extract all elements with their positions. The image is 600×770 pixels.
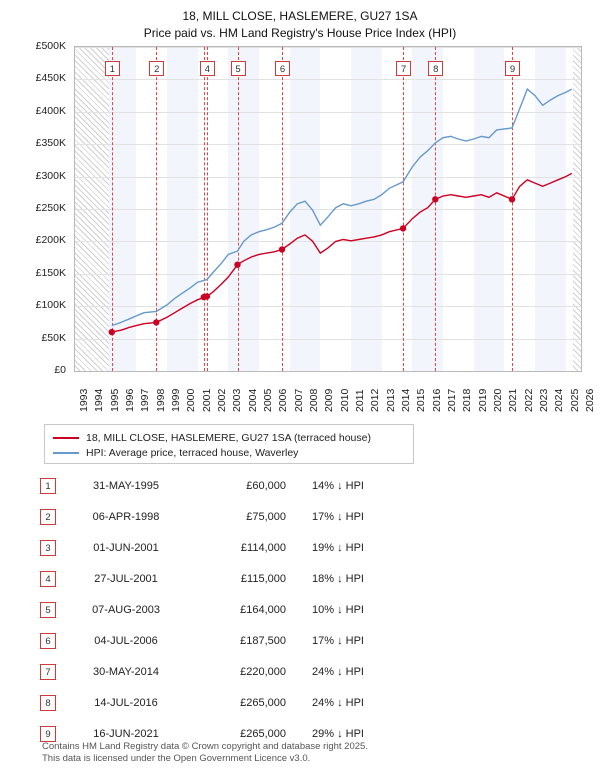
legend-item bbox=[53, 431, 405, 445]
x-tick-label: 2003 bbox=[231, 388, 244, 412]
legend-swatch-price bbox=[53, 437, 79, 439]
x-tick-label: 2024 bbox=[553, 388, 566, 412]
legend-swatch-hpi bbox=[53, 452, 79, 454]
row-marker-badge: 9 bbox=[40, 726, 56, 742]
x-tick-label: 2025 bbox=[568, 388, 581, 412]
x-axis-labels bbox=[74, 374, 596, 416]
row-price: £220,000 bbox=[240, 665, 286, 678]
x-tick-label: 1995 bbox=[108, 388, 121, 412]
x-tick-label: 2018 bbox=[461, 388, 474, 412]
x-tick-label: 2000 bbox=[185, 388, 198, 412]
row-hpi-diff: 24% ↓ HPI bbox=[312, 665, 364, 678]
row-marker-badge: 2 bbox=[40, 509, 56, 525]
x-tick-label: 2004 bbox=[246, 388, 259, 412]
footer-line-2: This data is licensed under the Open Government Licence v3.0. bbox=[42, 753, 311, 764]
event-marker-badge: 8 bbox=[428, 61, 443, 76]
y-tick-label: £150K bbox=[35, 266, 66, 279]
x-tick-label: 2001 bbox=[200, 388, 213, 412]
x-tick-label: 2009 bbox=[323, 388, 336, 412]
chart-legend bbox=[44, 424, 414, 464]
row-hpi-diff: 17% ↓ HPI bbox=[312, 510, 364, 523]
table-row bbox=[40, 532, 420, 563]
row-hpi-diff: 19% ↓ HPI bbox=[312, 541, 364, 554]
event-marker-badge: 1 bbox=[105, 61, 120, 76]
y-tick-label: £500K bbox=[35, 40, 66, 52]
event-marker-badge: 9 bbox=[505, 61, 520, 76]
x-tick-label: 2010 bbox=[338, 388, 351, 412]
y-tick-label: £250K bbox=[35, 202, 66, 214]
y-tick-label: £100K bbox=[35, 299, 66, 312]
row-marker-badge: 6 bbox=[40, 633, 56, 649]
x-tick-label: 2006 bbox=[277, 388, 290, 412]
row-price: £115,000 bbox=[240, 572, 286, 585]
y-tick-label: £0 bbox=[54, 364, 66, 376]
table-row bbox=[40, 563, 420, 594]
x-tick-label: 2021 bbox=[507, 388, 520, 412]
x-tick-label: 2008 bbox=[308, 388, 320, 412]
x-tick-label: 2023 bbox=[538, 388, 550, 412]
x-tick-label: 2005 bbox=[262, 388, 274, 412]
x-tick-label: 2020 bbox=[492, 388, 504, 412]
x-tick-label: 1998 bbox=[154, 388, 167, 412]
row-date: 14-JUL-2016 bbox=[94, 696, 158, 709]
x-tick-label: 2017 bbox=[446, 388, 458, 412]
row-hpi-diff: 10% ↓ HPI bbox=[312, 603, 364, 616]
row-marker-badge: 1 bbox=[40, 478, 56, 494]
y-tick-label: £450K bbox=[35, 72, 66, 85]
row-hpi-diff: 18% ↓ HPI bbox=[312, 572, 364, 585]
x-tick-label: 2011 bbox=[354, 389, 366, 412]
x-tick-label: 1994 bbox=[93, 388, 106, 412]
row-marker-badge: 4 bbox=[40, 571, 56, 587]
row-date: 30-MAY-2014 bbox=[92, 665, 160, 678]
footer-line-1: Contains HM Land Registry data © Crown copyright and database right 2025. bbox=[42, 741, 368, 752]
y-tick-label: £300K bbox=[35, 169, 66, 182]
x-tick-label: 1999 bbox=[170, 388, 182, 412]
row-date: 07-AUG-2003 bbox=[92, 603, 160, 616]
row-hpi-diff: 29% ↓ HPI bbox=[312, 727, 364, 740]
event-marker-badge: 5 bbox=[231, 61, 246, 76]
table-row bbox=[40, 501, 420, 532]
y-tick-label: £350K bbox=[35, 137, 66, 150]
legend-label-price: 18, MILL CLOSE, HASLEMERE, GU27 1SA (terraced house) bbox=[86, 432, 371, 444]
table-row bbox=[40, 470, 420, 501]
row-date: 27-JUL-2001 bbox=[94, 572, 158, 585]
table-row bbox=[40, 594, 420, 625]
row-hpi-diff: 14% ↓ HPI bbox=[312, 479, 364, 492]
row-price: £164,000 bbox=[240, 603, 286, 616]
row-price: £265,000 bbox=[240, 696, 286, 709]
y-tick-label: £400K bbox=[35, 104, 66, 117]
page-subtitle: Price paid vs. HM Land Registry's House Price Index (HPI) bbox=[143, 26, 457, 40]
chart-area bbox=[0, 40, 600, 416]
gridline bbox=[75, 371, 581, 372]
footer-notice bbox=[42, 741, 562, 765]
x-tick-label: 2022 bbox=[522, 388, 535, 412]
x-tick-label: 2002 bbox=[216, 388, 228, 412]
row-price: £60,000 bbox=[246, 479, 286, 492]
x-tick-label: 2015 bbox=[415, 388, 428, 412]
x-tick-label: 1997 bbox=[139, 388, 152, 412]
x-tick-label: 2013 bbox=[384, 388, 397, 412]
sales-table bbox=[40, 470, 420, 749]
event-marker-badge: 4 bbox=[200, 61, 215, 76]
event-marker-badge: 7 bbox=[396, 61, 411, 76]
x-tick-label: 2016 bbox=[430, 388, 443, 412]
y-tick-label: £200K bbox=[35, 234, 66, 247]
row-date: 06-APR-1998 bbox=[92, 510, 160, 523]
x-tick-label: 1993 bbox=[78, 388, 90, 412]
row-price: £187,500 bbox=[240, 634, 286, 647]
legend-label-hpi: HPI: Average price, terraced house, Waverley bbox=[86, 447, 299, 459]
table-row bbox=[40, 625, 420, 656]
legend-item bbox=[53, 446, 405, 460]
x-tick-label: 1996 bbox=[124, 388, 136, 412]
row-date: 04-JUL-2006 bbox=[94, 634, 158, 647]
row-price: £75,000 bbox=[246, 510, 286, 523]
row-price: £114,000 bbox=[240, 541, 286, 554]
x-tick-label: 2019 bbox=[476, 388, 489, 412]
row-price: £265,000 bbox=[240, 727, 286, 740]
x-tick-label: 2012 bbox=[369, 388, 382, 412]
row-date: 31-MAY-1995 bbox=[92, 479, 160, 492]
row-date: 16-JUN-2021 bbox=[93, 727, 159, 740]
y-axis-labels bbox=[0, 40, 70, 376]
row-marker-badge: 5 bbox=[40, 602, 56, 618]
row-hpi-diff: 17% ↓ HPI bbox=[312, 634, 364, 647]
table-row bbox=[40, 687, 420, 718]
plot-canvas bbox=[74, 46, 582, 372]
page-title: 18, MILL CLOSE, HASLEMERE, GU27 1SA bbox=[182, 9, 418, 23]
row-marker-badge: 3 bbox=[40, 540, 56, 556]
row-marker-badge: 8 bbox=[40, 695, 56, 711]
table-row bbox=[40, 656, 420, 687]
event-marker-badge: 2 bbox=[149, 61, 164, 76]
row-hpi-diff: 24% ↓ HPI bbox=[312, 696, 364, 709]
y-tick-label: £50K bbox=[41, 331, 66, 344]
x-tick-label: 2014 bbox=[400, 388, 412, 412]
series-lines bbox=[75, 47, 581, 371]
x-tick-label: 2026 bbox=[584, 388, 596, 412]
event-marker-badge: 6 bbox=[275, 61, 290, 76]
row-marker-badge: 7 bbox=[40, 664, 56, 680]
x-tick-label: 2007 bbox=[292, 388, 305, 412]
row-date: 01-JUN-2001 bbox=[93, 541, 159, 554]
